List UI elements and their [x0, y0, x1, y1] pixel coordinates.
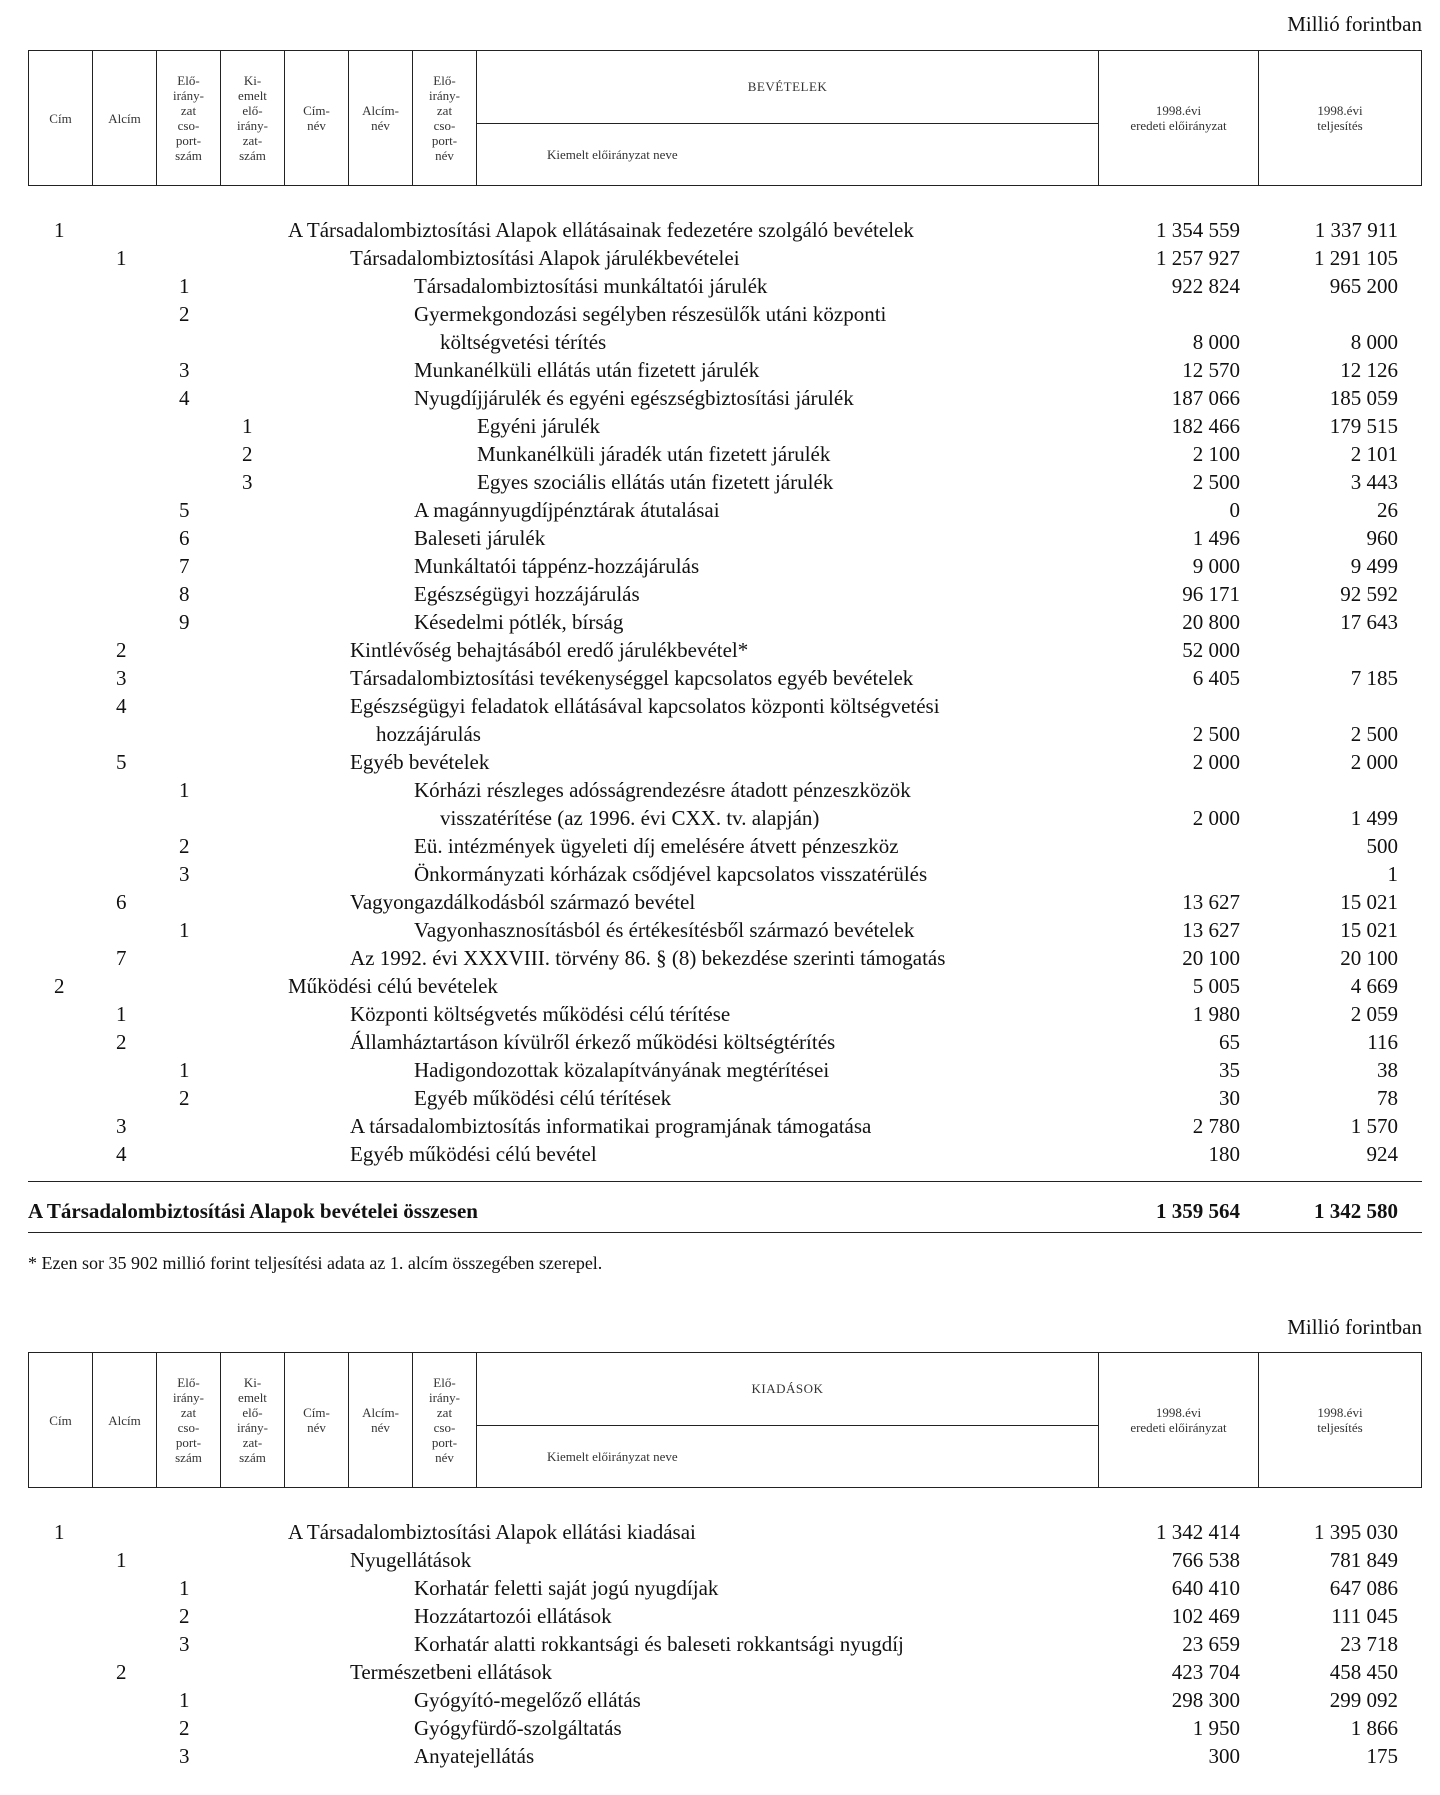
row-teljesites-value: 1 291 105: [1314, 246, 1398, 270]
row-code: 1: [179, 1688, 190, 1712]
row-eredeti-value: 180: [1208, 1142, 1240, 1166]
row-teljesites-value: 179 515: [1329, 414, 1398, 438]
row-label: Munkanélküli járadék után fizetett járulék: [477, 442, 831, 466]
row-label: Munkáltatói táppénz-hozzájárulás: [414, 554, 700, 578]
table-row: [0, 1686, 1440, 1714]
row-label: Az 1992. évi XXXVIII. törvény 86. § (8) bekezdése szerinti támogatás: [350, 946, 946, 970]
row-code: 2: [179, 1086, 190, 1110]
row-eredeti-value: 423 704: [1171, 1660, 1240, 1684]
row-label: Anyatejellátás: [414, 1744, 535, 1768]
row-code: 2: [179, 1716, 190, 1740]
table-row: [0, 1112, 1440, 1140]
row-eredeti-value: 2 000: [1192, 806, 1240, 830]
row-label: Korhatár feletti saját jogú nyugdíjak: [414, 1576, 719, 1600]
row-eredeti-value: 35: [1219, 1058, 1240, 1082]
row-label: Természetbeni ellátások: [350, 1660, 553, 1684]
revenue-footnote: * Ezen sor 35 902 millió forint teljesítési adata az 1. alcím összegében szerepel.: [28, 1253, 603, 1273]
row-teljesites-value: 38: [1377, 1058, 1398, 1082]
row-label: Kórházi részleges adósságrendezésre átadott pénzeszközök: [414, 778, 911, 802]
row-eredeti-value: 5 005: [1192, 974, 1240, 998]
row-code: 2: [116, 1030, 127, 1054]
row-teljesites-value: 1: [1387, 862, 1398, 886]
row-teljesites-value: 116: [1367, 1030, 1398, 1054]
row-code: 1: [54, 1520, 65, 1544]
row-eredeti-value: 96 171: [1182, 582, 1240, 606]
row-label: Nyugdíjjárulék és egyéni egészségbiztosítási járulék: [414, 386, 854, 410]
row-code: 1: [179, 918, 190, 942]
table-row: [0, 328, 1440, 356]
row-eredeti-value: 2 100: [1192, 442, 1240, 466]
row-label: Működési célú bevételek: [288, 974, 498, 998]
row-teljesites-value: 92 592: [1340, 582, 1398, 606]
row-eredeti-value: 65: [1219, 1030, 1240, 1054]
table-row: [0, 496, 1440, 524]
table-row: [0, 1602, 1440, 1630]
row-label: Hadigondozottak közalapítványának megtérítései: [414, 1058, 830, 1082]
row-label: Vagyonhasznosításból és értékesítésből származó bevételek: [414, 918, 915, 942]
table-row: [0, 664, 1440, 692]
row-teljesites-value: 965 200: [1329, 274, 1398, 298]
row-teljesites-value: 458 450: [1329, 1660, 1398, 1684]
row-eredeti-value: 30: [1219, 1086, 1240, 1110]
table-row: [0, 1742, 1440, 1770]
row-code: 7: [179, 554, 190, 578]
header-main: [477, 51, 1099, 185]
row-eredeti-value: 13 627: [1182, 890, 1240, 914]
table-row: [0, 1000, 1440, 1028]
header-teljesites: 1998.évi teljesítés: [1317, 1405, 1363, 1435]
row-teljesites-value: 2 059: [1350, 1002, 1398, 1026]
row-label: Társadalombiztosítási tevékenységgel kapcsolatos egyéb bevételek: [350, 666, 914, 690]
row-teljesites-value: 23 718: [1340, 1632, 1398, 1656]
table-row: [0, 356, 1440, 384]
header-main: [477, 1353, 1099, 1487]
row-code: 9: [179, 610, 190, 634]
row-label: Késedelmi pótlék, bírság: [414, 610, 624, 634]
row-eredeti-value: 187 066: [1171, 386, 1240, 410]
row-eredeti-value: 922 824: [1171, 274, 1240, 298]
header-cim: Cím: [29, 51, 93, 185]
row-teljesites-value: 4 669: [1350, 974, 1398, 998]
row-teljesites-value: 1 866: [1350, 1716, 1398, 1740]
row-label: Egyéb működési célú bevétel: [350, 1142, 597, 1166]
row-eredeti-value: 1 950: [1192, 1716, 1240, 1740]
row-code: 2: [242, 442, 253, 466]
table-row: [0, 776, 1440, 804]
expense-table-header: [28, 1352, 1422, 1488]
row-code: 1: [116, 1002, 127, 1026]
row-teljesites-value: 1 337 911: [1314, 218, 1398, 242]
table-row: [0, 748, 1440, 776]
row-code: 2: [116, 1660, 127, 1684]
row-teljesites-value: 1 499: [1350, 806, 1398, 830]
revenue-total-eredeti: 1 359 564: [1156, 1199, 1240, 1223]
revenue-total-rule-bottom: [28, 1232, 1422, 1233]
table-row: [0, 608, 1440, 636]
row-code: 7: [116, 946, 127, 970]
unit-label-expense: Millió forintban: [1287, 1315, 1422, 1339]
row-eredeti-value: 2 500: [1192, 722, 1240, 746]
row-label: A Társadalombiztosítási Alapok ellátási kiadásai: [288, 1520, 696, 1544]
header-alcimnev: Alcím- név: [349, 51, 413, 185]
row-teljesites-value: 111 045: [1331, 1604, 1398, 1628]
table-row: [0, 440, 1440, 468]
row-teljesites-value: 175: [1366, 1744, 1398, 1768]
row-label: Gyermekgondozási segélyben részesülők utáni központi: [414, 302, 887, 326]
row-label: Hozzátartozói ellátások: [414, 1604, 612, 1628]
row-code: 3: [242, 470, 253, 494]
row-code: 1: [242, 414, 253, 438]
revenue-title: BEVÉTELEK: [477, 51, 1098, 124]
row-teljesites-value: 2 101: [1350, 442, 1398, 466]
row-teljesites-value: 15 021: [1340, 918, 1398, 942]
row-code: 6: [179, 526, 190, 550]
row-code: 4: [179, 386, 190, 410]
row-label: Egészségügyi feladatok ellátásával kapcsolatos központi költségvetési: [350, 694, 940, 718]
table-row: [0, 1574, 1440, 1602]
row-label: költségvetési térítés: [440, 330, 607, 354]
table-row: [0, 300, 1440, 328]
header-eredeti-eloiranyzat: 1998.évi eredeti előirányzat: [1099, 51, 1259, 185]
row-label: Önkormányzati kórházak csődjével kapcsolatos visszatérülés: [414, 862, 928, 886]
row-teljesites-value: 781 849: [1329, 1548, 1398, 1572]
table-row: [0, 384, 1440, 412]
row-label: Gyógyító-megelőző ellátás: [414, 1688, 641, 1712]
row-teljesites-value: 9 499: [1350, 554, 1398, 578]
header-kiemelt-nev: Kiemelt előirányzat neve: [547, 1449, 678, 1464]
row-code: 4: [116, 694, 127, 718]
row-eredeti-value: 52 000: [1182, 638, 1240, 662]
row-label: Egészségügyi hozzájárulás: [414, 582, 640, 606]
header-kiemelt-nev: Kiemelt előirányzat neve: [547, 147, 678, 162]
row-teljesites-value: 20 100: [1340, 946, 1398, 970]
table-row: [0, 944, 1440, 972]
row-label: hozzájárulás: [376, 722, 481, 746]
row-code: 4: [116, 1142, 127, 1166]
row-label: Államháztartáson kívülről érkező működési költségtérítés: [350, 1030, 836, 1054]
row-code: 3: [179, 1632, 190, 1656]
header-cimnev: Cím- név: [285, 1353, 349, 1487]
header-eloiranyzat-csoport-nev: Elő- irány- zat cso- port- név: [413, 1353, 477, 1487]
table-row: [0, 1658, 1440, 1686]
table-row: [0, 972, 1440, 1000]
row-teljesites-value: 2 000: [1350, 750, 1398, 774]
header-eredeti-eloiranyzat: 1998.évi eredeti előirányzat: [1099, 1353, 1259, 1487]
row-label: Társadalombiztosítási munkáltatói járulék: [414, 274, 768, 298]
row-eredeti-value: 1 980: [1192, 1002, 1240, 1026]
row-teljesites-value: 8 000: [1350, 330, 1398, 354]
header-kiemelt-eloiranyzat: Ki- emelt elő- irány- zat- szám: [221, 1353, 285, 1487]
table-row: [0, 1546, 1440, 1574]
table-row: [0, 1140, 1440, 1168]
row-label: Korhatár alatti rokkantsági és baleseti rokkantsági nyugdíj: [414, 1632, 904, 1656]
row-eredeti-value: 13 627: [1182, 918, 1240, 942]
revenue-total-row: [0, 1196, 1440, 1226]
row-teljesites-value: 3 443: [1350, 470, 1398, 494]
header-alcimnev: Alcím- név: [349, 1353, 413, 1487]
table-row: [0, 832, 1440, 860]
row-teljesites-value: 1 395 030: [1314, 1520, 1398, 1544]
header-eloiranyzat-csoport: Elő- irány- zat cso- port- szám: [157, 51, 221, 185]
row-code: 6: [116, 890, 127, 914]
row-code: 1: [179, 1576, 190, 1600]
row-code: 3: [116, 666, 127, 690]
table-row: [0, 1518, 1440, 1546]
row-code: 3: [179, 1744, 190, 1768]
row-teljesites-value: 2 500: [1350, 722, 1398, 746]
row-teljesites-value: 960: [1366, 526, 1398, 550]
row-teljesites-value: 1 570: [1350, 1114, 1398, 1138]
table-row: [0, 1056, 1440, 1084]
row-eredeti-value: 300: [1208, 1744, 1240, 1768]
revenue-total-label: A Társadalombiztosítási Alapok bevételei összesen: [28, 1199, 478, 1223]
row-eredeti-value: 6 405: [1192, 666, 1240, 690]
row-eredeti-value: 12 570: [1182, 358, 1240, 382]
row-label: visszatérítése (az 1996. évi CXX. tv. alapján): [440, 806, 820, 830]
row-code: 1: [116, 1548, 127, 1572]
table-row: [0, 272, 1440, 300]
row-eredeti-value: 0: [1229, 498, 1240, 522]
row-eredeti-value: 9 000: [1192, 554, 1240, 578]
row-code: 5: [116, 750, 127, 774]
row-teljesites-value: 12 126: [1340, 358, 1398, 382]
row-code: 2: [179, 302, 190, 326]
row-label: Társadalombiztosítási Alapok járulékbevételei: [350, 246, 740, 270]
table-row: [0, 692, 1440, 720]
header-teljesites: 1998.évi teljesítés: [1317, 103, 1363, 133]
row-eredeti-value: 298 300: [1171, 1688, 1240, 1712]
table-row: [0, 888, 1440, 916]
row-code: 2: [179, 834, 190, 858]
row-label: Egyéni járulék: [477, 414, 601, 438]
table-row: [0, 216, 1440, 244]
unit-label-revenue: Millió forintban: [1287, 12, 1422, 36]
row-label: A magánnyugdíjpénztárak átutalásai: [414, 498, 720, 522]
row-eredeti-value: 766 538: [1171, 1548, 1240, 1572]
row-label: Gyógyfürdő-szolgáltatás: [414, 1716, 622, 1740]
row-teljesites-value: 647 086: [1329, 1576, 1398, 1600]
row-label: Kintlévőség behajtásából eredő járulékbevétel*: [350, 638, 749, 662]
header-alcim: Alcím: [93, 51, 157, 185]
table-row: [0, 524, 1440, 552]
row-code: 5: [179, 498, 190, 522]
row-label: A társadalombiztosítás informatikai programjának támogatása: [350, 1114, 872, 1138]
row-code: 1: [179, 1058, 190, 1082]
row-teljesites-value: 17 643: [1340, 610, 1398, 634]
row-code: 2: [54, 974, 65, 998]
row-label: A Társadalombiztosítási Alapok ellátásainak fedezetére szolgáló bevételek: [288, 218, 914, 242]
row-eredeti-value: 1 342 414: [1156, 1520, 1240, 1544]
row-label: Eü. intézmények ügyeleti díj emelésére átvett pénzeszköz: [414, 834, 899, 858]
row-label: Egyes szociális ellátás után fizetett járulék: [477, 470, 834, 494]
row-code: 1: [116, 246, 127, 270]
row-eredeti-value: 8 000: [1192, 330, 1240, 354]
row-eredeti-value: 23 659: [1182, 1632, 1240, 1656]
row-code: 2: [116, 638, 127, 662]
row-eredeti-value: 20 800: [1182, 610, 1240, 634]
header-cimnev: Cím- név: [285, 51, 349, 185]
row-teljesites-value: 15 021: [1340, 890, 1398, 914]
table-row: [0, 244, 1440, 272]
row-eredeti-value: 1 257 927: [1156, 246, 1240, 270]
row-teljesites-value: 299 092: [1329, 1688, 1398, 1712]
header-eloiranyzat-csoport: Elő- irány- zat cso- port- szám: [157, 1353, 221, 1487]
table-row: [0, 552, 1440, 580]
revenue-total-teljesites: 1 342 580: [1314, 1199, 1398, 1223]
row-label: Vagyongazdálkodásból származó bevétel: [350, 890, 696, 914]
row-label: Munkanélküli ellátás után fizetett járulék: [414, 358, 760, 382]
row-eredeti-value: 2 500: [1192, 470, 1240, 494]
revenue-total-rule-top: [28, 1181, 1422, 1182]
row-eredeti-value: 640 410: [1171, 1576, 1240, 1600]
table-row: [0, 720, 1440, 748]
row-eredeti-value: 1 496: [1192, 526, 1240, 550]
row-teljesites-value: 924: [1366, 1142, 1398, 1166]
row-eredeti-value: 102 469: [1171, 1604, 1240, 1628]
row-teljesites-value: 7 185: [1350, 666, 1398, 690]
row-label: Egyéb bevételek: [350, 750, 490, 774]
row-teljesites-value: 78: [1377, 1086, 1398, 1110]
table-row: [0, 804, 1440, 832]
row-label: Központi költségvetés működési célú térítése: [350, 1002, 731, 1026]
revenue-table-header: [28, 50, 1422, 186]
row-label: Baleseti járulék: [414, 526, 546, 550]
row-eredeti-value: 182 466: [1171, 414, 1240, 438]
row-label: Nyugellátások: [350, 1548, 472, 1572]
header-alcim: Alcím: [93, 1353, 157, 1487]
table-row: [0, 860, 1440, 888]
row-teljesites-value: 26: [1377, 498, 1398, 522]
row-eredeti-value: 1 354 559: [1156, 218, 1240, 242]
expense-title: KIADÁSOK: [477, 1353, 1098, 1426]
header-eloiranyzat-csoport-nev: Elő- irány- zat cso- port- név: [413, 51, 477, 185]
table-row: [0, 1714, 1440, 1742]
table-row: [0, 1630, 1440, 1658]
row-teljesites-value: 500: [1366, 834, 1398, 858]
row-code: 3: [179, 862, 190, 886]
row-code: 8: [179, 582, 190, 606]
table-row: [0, 412, 1440, 440]
header-kiemelt-eloiranyzat: Ki- emelt elő- irány- zat- szám: [221, 51, 285, 185]
row-label: Egyéb működési célú térítések: [414, 1086, 672, 1110]
row-code: 1: [179, 778, 190, 802]
row-code: 1: [54, 218, 65, 242]
row-code: 3: [116, 1114, 127, 1138]
row-eredeti-value: 20 100: [1182, 946, 1240, 970]
table-row: [0, 1028, 1440, 1056]
row-code: 3: [179, 358, 190, 382]
row-code: 2: [179, 1604, 190, 1628]
header-cim: Cím: [29, 1353, 93, 1487]
table-row: [0, 916, 1440, 944]
table-row: [0, 468, 1440, 496]
row-teljesites-value: 185 059: [1329, 386, 1398, 410]
row-eredeti-value: 2 000: [1192, 750, 1240, 774]
table-row: [0, 580, 1440, 608]
table-row: [0, 1084, 1440, 1112]
row-code: 1: [179, 274, 190, 298]
row-eredeti-value: 2 780: [1192, 1114, 1240, 1138]
table-row: [0, 636, 1440, 664]
